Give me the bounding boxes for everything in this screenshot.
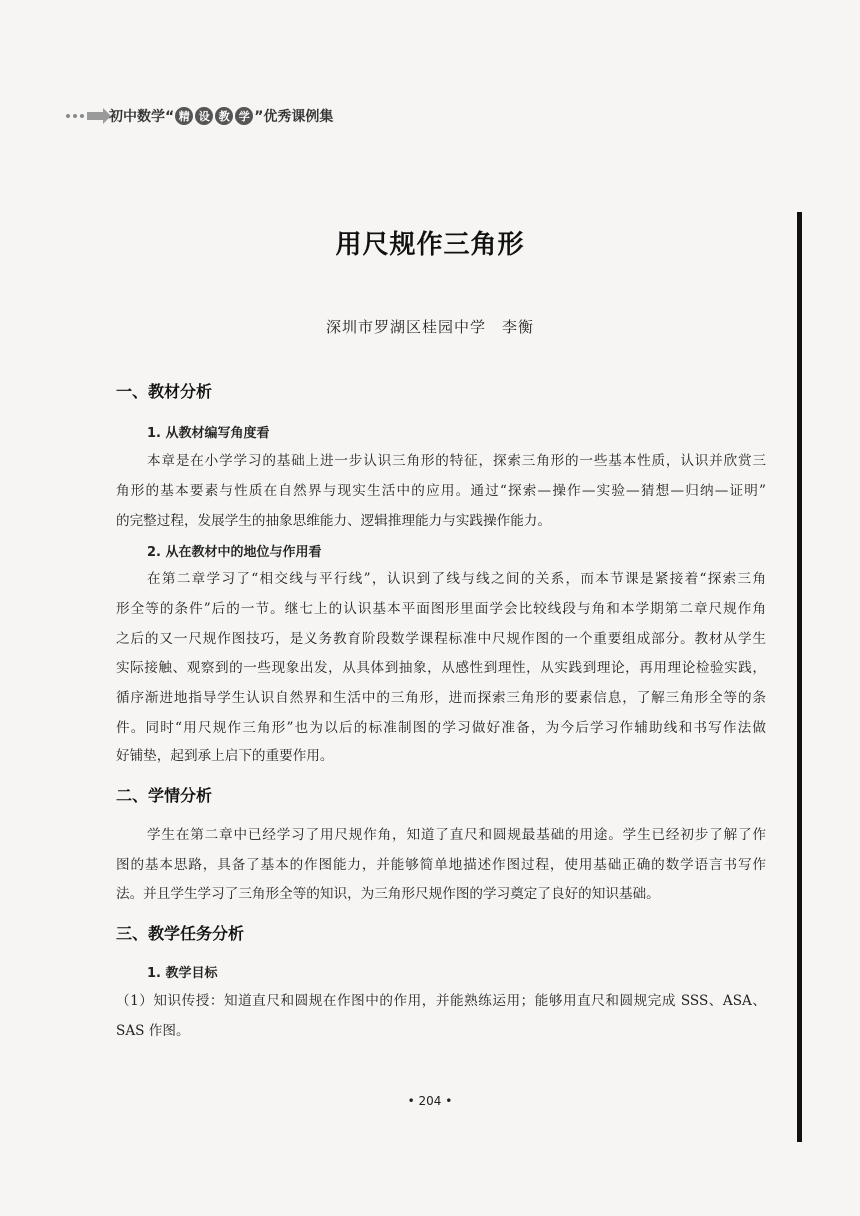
section-heading: 二、学情分析	[116, 786, 213, 805]
paragraph-line: 形全等的条件”后的一节。继七上的认识基本平面图形里面学会比较线段与角和本学期第二章尺规作角	[116, 601, 766, 617]
arrow-icon	[87, 112, 103, 120]
section-heading: 三、教学任务分析	[116, 924, 245, 943]
paragraph-line: 之后的又一尺规作图技巧，是义务教育阶段数学课程标准中尺规作图的一个重要组成部分。教材从学生	[116, 631, 766, 647]
paragraph-line: 件。同时“用尺规作三角形”也为以后的标准制图的学习做好准备，为今后学习作辅助线和书写作法做	[116, 720, 766, 736]
header-badge: 精	[175, 107, 193, 125]
scan-edge	[797, 212, 802, 1142]
paragraph-line: 好铺垫，起到承上启下的重要作用。	[116, 748, 334, 764]
paragraph-line: 循序渐进地指导学生认识自然界和生活中的三角形，进而探索三角形的要素信息，了解三角形全等的条	[116, 690, 766, 706]
paragraph-line: 角形的基本要素与性质在自然界与现实生活中的应用。通过“探索—操作—实验—猜想—归纳—证明”	[116, 483, 766, 499]
subsection-heading: 1. 教学目标	[147, 966, 218, 981]
header-badge: 设	[195, 107, 213, 125]
paragraph-line: 在第二章学习了“相交线与平行线”，认识到了线与线之间的关系，而本节课是紧接着“探索三角	[147, 571, 766, 587]
page-number: • 204 •	[407, 1094, 453, 1108]
header-badge: 教	[215, 107, 233, 125]
paragraph-line: 图的基本思路，具备了基本的作图能力，并能够简单地描述作图过程，使用基础正确的数学语言书写作	[116, 857, 766, 873]
paragraph-line: SAS 作图。	[116, 1023, 190, 1039]
running-header	[66, 106, 333, 126]
paragraph-line: 学生在第二章中已经学习了用尺规作角，知道了直尺和圆规最基础的用途。学生已经初步了解了作	[147, 827, 766, 843]
header-suffix: ”优秀课例集	[254, 109, 334, 125]
paragraph-line: 本章是在小学学习的基础上进一步认识三角形的特征，探索三角形的一些基本性质，认识并欣赏三	[147, 453, 766, 469]
section-heading: 一、教材分析	[116, 382, 213, 401]
header-badge: 学	[235, 107, 253, 125]
header-dots	[66, 114, 84, 118]
subsection-heading: 1. 从教材编写角度看	[147, 426, 270, 441]
header-prefix: 初中数学“	[109, 109, 175, 125]
paragraph-line: 实际接触、观察到的一些现象出发，从具体到抽象，从感性到理性，从实践到理论，再用理论检验实践，	[116, 660, 766, 676]
subsection-heading: 2. 从在教材中的地位与作用看	[147, 545, 322, 560]
page-title: 用尺规作三角形	[335, 230, 525, 260]
paragraph-line: 的完整过程，发展学生的抽象思维能力、逻辑推理能力与实践操作能力。	[116, 513, 551, 529]
author-line: 深圳市罗湖区桂园中学 李衡	[325, 318, 534, 336]
paragraph-line: 法。并且学生学习了三角形全等的知识，为三角形尺规作图的学习奠定了良好的知识基础。	[116, 886, 660, 902]
paragraph-line: （1）知识传授：知道直尺和圆规在作图中的作用，并能熟练运用；能够用直尺和圆规完成 SSS、ASA、	[116, 993, 766, 1009]
